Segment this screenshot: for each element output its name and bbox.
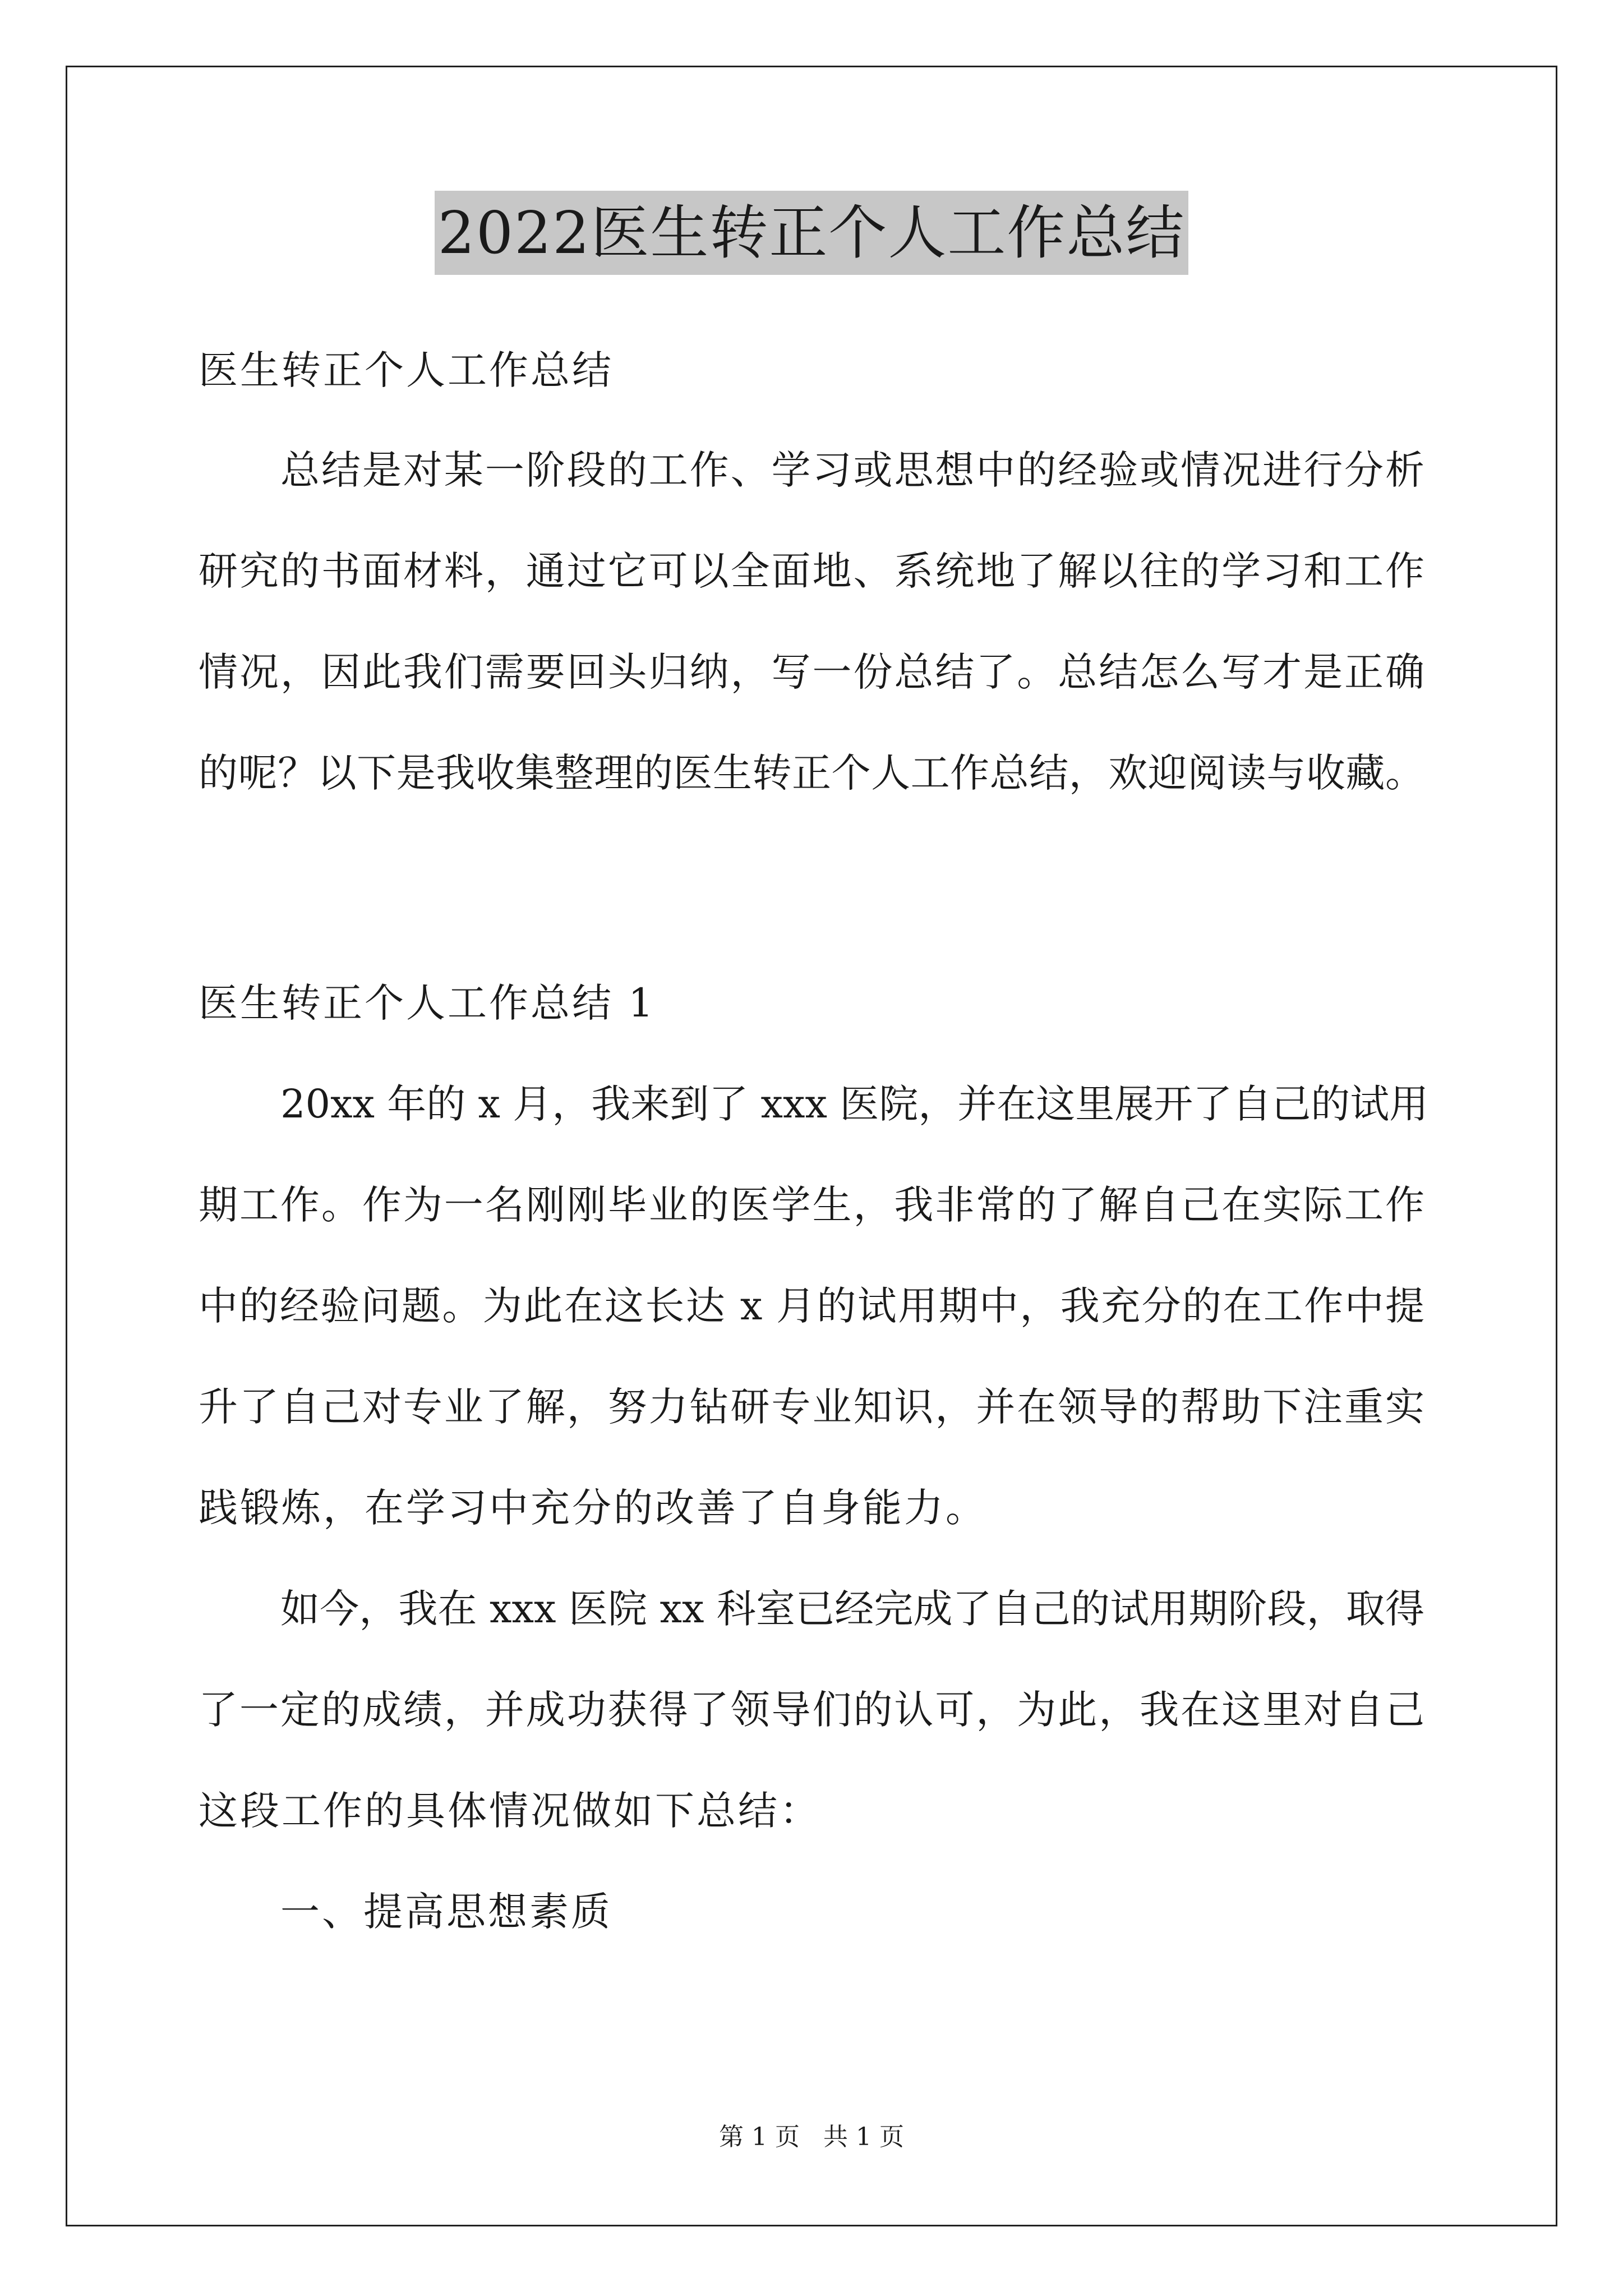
subheading: 一、提高思想素质 [280, 1889, 612, 1935]
document-title: 2022医生转正个人工作总结 [435, 191, 1189, 275]
paragraph2-line: 这段工作的具体情况做如下总结： [199, 1788, 821, 1834]
document-subtitle: 医生转正个人工作总结 [199, 347, 614, 393]
intro-line: 研究的书面材料，通过它可以全面地、系统地了解以往的学习和工作 [199, 548, 1424, 594]
intro-line: 情况，因此我们需要回头归纳，写一份总结了。总结怎么写才是正确 [199, 649, 1424, 695]
paragraph1-line: 中的经验问题。为此在这长达 x 月的试用期中，我充分的在工作中提 [199, 1283, 1424, 1329]
paragraph2-line: 了一定的成绩，并成功获得了领导们的认可，为此，我在这里对自己 [199, 1687, 1424, 1733]
paragraph1-line: 升了自己对专业了解，努力钻研专业知识，并在领导的帮助下注重实 [199, 1384, 1424, 1430]
title-container [0, 191, 1623, 275]
paragraph1-line: 践锻炼，在学习中充分的改善了自身能力。 [199, 1485, 987, 1531]
intro-line: 的呢？以下是我收集整理的医生转正个人工作总结，欢迎阅读与收藏。 [199, 750, 1424, 796]
paragraph2-line: 如今，我在 xxx 医院 xx 科室已经完成了自己的试用期阶段，取得 [280, 1586, 1424, 1632]
paragraph1-line: 20xx 年的 x 月，我来到了 xxx 医院，并在这里展开了自己的试用 [280, 1081, 1429, 1127]
section-heading: 医生转正个人工作总结 1 [199, 980, 656, 1026]
intro-line: 总结是对某一阶段的工作、学习或思想中的经验或情况进行分析 [280, 447, 1424, 493]
paragraph1-line: 期工作。作为一名刚刚毕业的医学生，我非常的了解自己在实际工作 [199, 1182, 1424, 1228]
page-number: 第 1 页 共 1 页 [719, 2123, 904, 2151]
